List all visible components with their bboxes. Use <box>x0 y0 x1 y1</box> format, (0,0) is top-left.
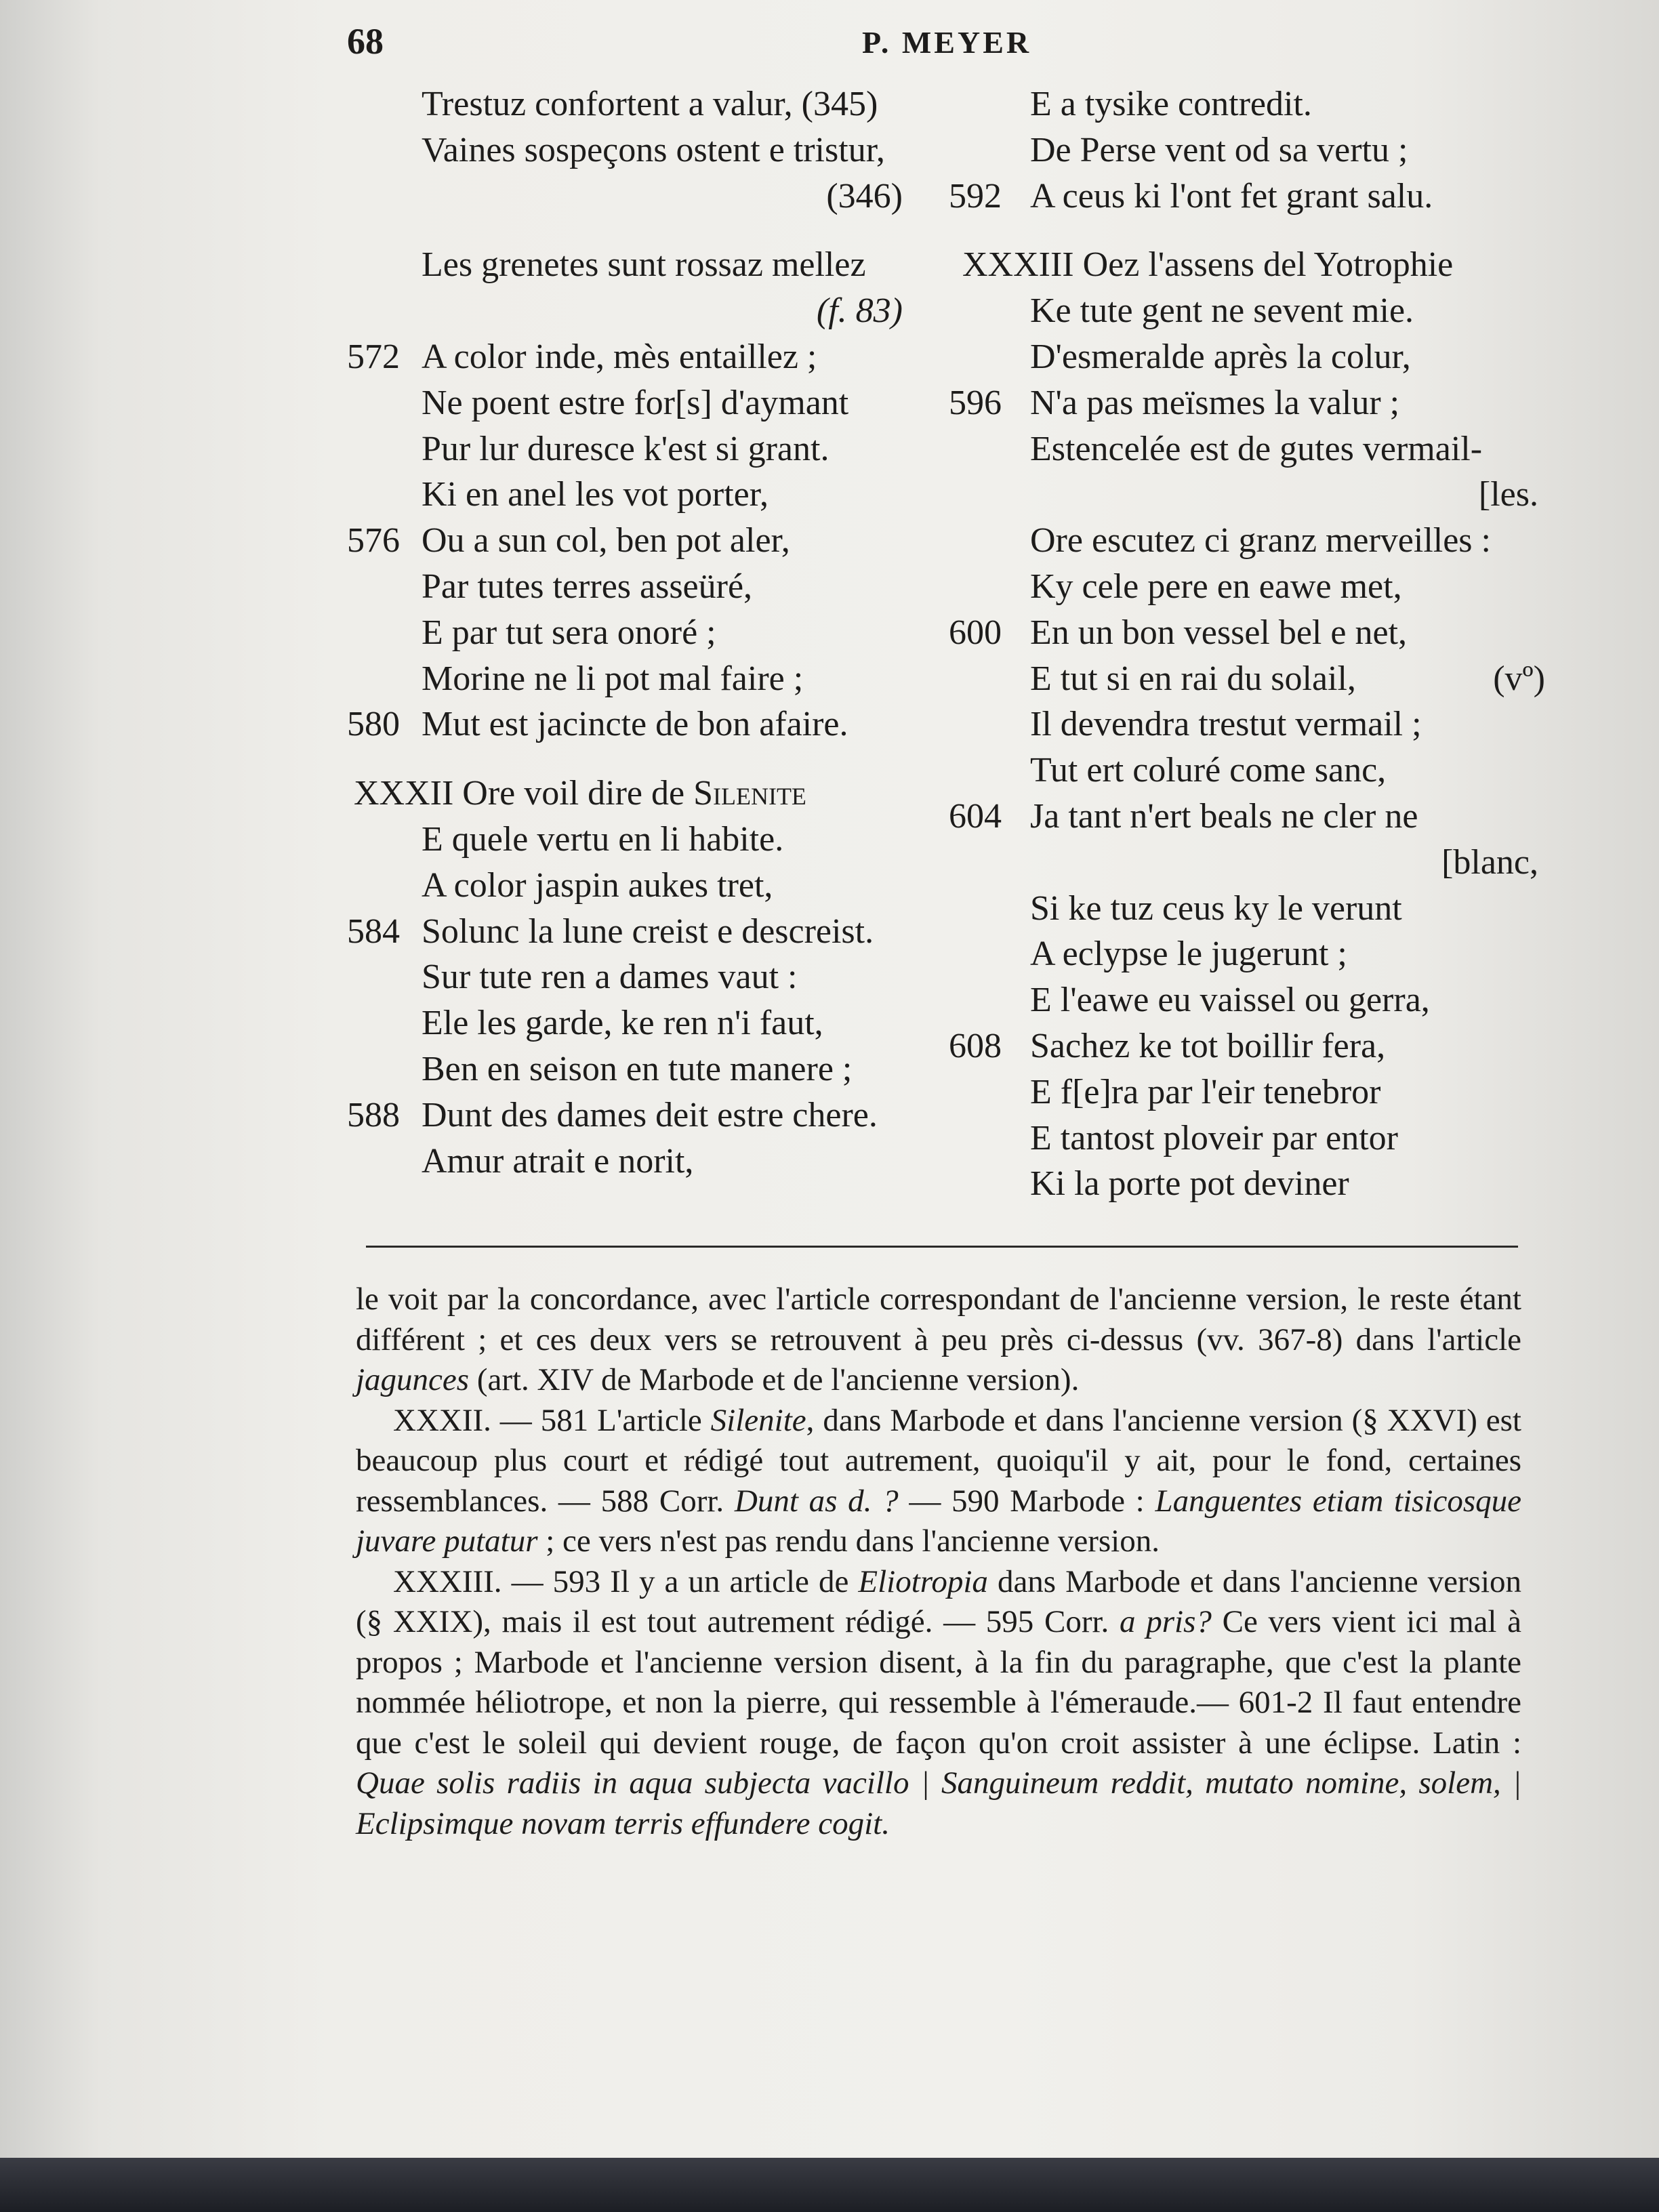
verse-line <box>949 1115 1559 1162</box>
verse-text-main: Dunt des dames deit estre chere. <box>422 1095 878 1134</box>
verse-line <box>347 426 943 472</box>
verse-text <box>1030 81 1312 127</box>
note-text: , dans Marbode et dans l'ancienne version (§ XXVI) est beaucoup plus court et rédigé tout autrement, quoiqu'il y ait, pour le fond, certaines ressemblances. — 588 Corr. <box>356 1402 1521 1519</box>
stanza-gap <box>949 219 1559 242</box>
verse-line <box>347 472 943 518</box>
verse-text-main: Ja tant n'ert beals ne cler ne <box>1030 796 1418 836</box>
verse-text <box>1030 426 1482 472</box>
verse-text-main: Ky cele pere en eawe met, <box>1030 567 1402 606</box>
verse-text-main: Amur atrait e norit, <box>422 1141 694 1181</box>
verse-text <box>422 1139 693 1185</box>
verse-line <box>949 564 1559 610</box>
verse-text-main: Mut est jacincte de bon afaire. <box>422 705 848 744</box>
verse-text <box>422 81 878 127</box>
note-text: le voit par la concordance, avec l'article correspondant de l'ancienne version, le reste étant différent ; et ces deux vers se retrouvent à peu près ci-dessus (vv. 367-8) dans l'article <box>356 1282 1521 1357</box>
verse-text <box>1030 747 1386 794</box>
line-number: 580 <box>347 705 400 744</box>
verse-text-main: D'esmeralde après la colur, <box>1030 337 1411 376</box>
verse-text <box>1030 931 1347 977</box>
note-text: — 590 Marbode : <box>898 1483 1155 1519</box>
verse-line <box>949 334 1559 380</box>
verse-line <box>949 173 1559 220</box>
line-number: 584 <box>347 912 400 951</box>
verse-text <box>422 334 817 380</box>
page-number: 68 <box>347 21 384 62</box>
verse-text-main: Ne poent estre for[s] d'aymant <box>422 383 849 422</box>
verse-text-main: Sachez ke tot boillir fera, <box>1030 1026 1386 1065</box>
verse-text-main: Ou a sun col, ben pot aler, <box>422 521 790 560</box>
verse-text-main: Par tutes terres asseüré, <box>422 567 753 606</box>
verse-text <box>1030 886 1402 932</box>
verse-text <box>1030 656 1356 702</box>
verse-column-left <box>347 81 943 1184</box>
verse-line <box>347 518 943 564</box>
line-number: 588 <box>347 1095 400 1134</box>
line-number: 600 <box>949 613 1002 652</box>
verse-text <box>1030 127 1408 173</box>
verse-text <box>1030 334 1411 380</box>
verse-text-main: En un bon vessel bel e net, <box>1030 613 1407 652</box>
verse-line <box>347 656 943 702</box>
verse-text <box>1030 380 1399 426</box>
verse-text <box>422 242 866 288</box>
verse-line <box>347 242 943 288</box>
verse-text-main: E l'eawe eu vaissel ou gerra, <box>1030 981 1430 1020</box>
verse-text <box>422 127 885 173</box>
verse-line <box>347 1000 943 1046</box>
verse-text-main: Solunc la lune creist e descreist. <box>422 912 874 951</box>
verse-text-main: E quele vertu en li habite. <box>422 819 784 859</box>
verse-line <box>949 472 1559 518</box>
verse-line <box>949 977 1559 1023</box>
verse-line <box>949 656 1559 702</box>
verse-line <box>949 127 1559 173</box>
verse-text <box>422 610 716 656</box>
verse-text <box>1030 288 1414 334</box>
verse-text <box>1030 701 1422 747</box>
note-paragraph <box>356 1562 1521 1845</box>
note-text: (art. XIV de Marbode et de l'ancienne version). <box>469 1362 1080 1397</box>
verse-text <box>422 909 874 955</box>
verse-text-main: Ele les garde, ke ren n'i faut, <box>422 1004 823 1043</box>
note-paragraph <box>356 1401 1521 1562</box>
verse-line <box>949 794 1559 840</box>
critical-notes <box>356 1279 1521 1844</box>
verse-text <box>422 863 773 909</box>
verse-text <box>422 1092 878 1139</box>
line-number: 592 <box>949 176 1002 216</box>
verse-text <box>1030 518 1491 564</box>
verse-text <box>962 242 1453 288</box>
verse-text <box>1030 173 1433 220</box>
verse-line <box>347 863 943 909</box>
verse-text-main: Si ke tuz ceus ky le verunt <box>1030 888 1402 928</box>
verse-text-main: Ki la porte pot deviner <box>1030 1164 1349 1204</box>
verse-text <box>1030 610 1407 656</box>
verse-text-main: Ke tute gent ne sevent mie. <box>1030 291 1414 331</box>
line-number: 608 <box>949 1026 1002 1065</box>
verse-text-main: Ki en anel les vot porter, <box>422 475 769 514</box>
verse-text-main: Ore escutez ci granz merveilles : <box>1030 521 1491 560</box>
page-header <box>0 20 1659 68</box>
italic-citation: Languentes etiam tisicosque juvare putatur <box>356 1483 1521 1559</box>
verse-text <box>422 1046 852 1092</box>
verse-text <box>1030 1023 1385 1069</box>
verse-column-right <box>949 81 1559 1207</box>
note-text: dans Marbode et dans l'ancienne version (§ XXIX), mais il est tout autrement rédigé. — 595 Corr. <box>356 1563 1522 1639</box>
verse-line <box>949 747 1559 794</box>
verse-text <box>422 518 790 564</box>
verse-line <box>347 954 943 1000</box>
verse-text-main: Pur lur duresce k'est si grant. <box>422 429 830 468</box>
verse-line <box>347 909 943 955</box>
verse-text-main: (346) <box>826 176 903 216</box>
verse-text-main: Ben en seison en tute manere ; <box>422 1049 853 1088</box>
verse-text <box>1441 840 1538 886</box>
verse-line <box>347 610 943 656</box>
verse-text-main: XXXII Ore voil dire de <box>354 774 694 813</box>
verse-line <box>949 380 1559 426</box>
verse-line <box>949 701 1559 747</box>
verse-line <box>949 518 1559 564</box>
verse-line <box>347 1139 943 1185</box>
note-text: XXXIII. — 593 Il y a un article de <box>393 1563 859 1599</box>
verse-text-main: E a tysike contredit. <box>1030 85 1312 123</box>
verse-text-main: A color inde, mès entaillez ; <box>422 337 817 376</box>
verse-line <box>949 288 1559 334</box>
verse-text-main: E par tut sera onoré ; <box>422 613 716 652</box>
screen-edge <box>0 2158 1659 2212</box>
verse-text <box>422 954 798 1000</box>
verse-text <box>422 656 803 702</box>
verse-line <box>347 564 943 610</box>
verse-text <box>422 380 848 426</box>
verse-line <box>347 1092 943 1139</box>
verse-text-main: Les grenetes sunt rossaz mellez <box>422 245 866 285</box>
verse-text-main: (f. 83) <box>816 291 903 331</box>
verse-text-main: E f[e]ra par l'eir tenebror <box>1030 1072 1381 1111</box>
verse-text-main: XXXIII Oez l'assens del Yotrophie <box>962 245 1454 285</box>
verse-text-main: Il devendra trestut vermail ; <box>1030 705 1422 744</box>
verse-text-main: [les. <box>1478 475 1538 514</box>
verse-line <box>347 380 943 426</box>
note-text: ; ce vers n'est pas rendu dans l'ancienne version. <box>537 1523 1160 1559</box>
italic-citation: Eliotropia <box>858 1563 988 1599</box>
line-number: 572 <box>347 337 400 376</box>
verse-text-main: Tut ert coluré come sanc, <box>1030 751 1387 790</box>
folio-note: (vº) <box>1493 659 1545 698</box>
verse-text-main: N'a pas meïsmes la valur ; <box>1030 383 1400 422</box>
verse-line <box>347 173 943 220</box>
verse-text <box>1030 794 1418 840</box>
line-number: 604 <box>949 796 1002 836</box>
verse-line <box>949 610 1559 656</box>
verse-line <box>949 886 1559 932</box>
verse-line <box>347 701 943 747</box>
italic-citation: a pris? <box>1120 1604 1212 1639</box>
verse-text <box>826 173 903 220</box>
note-paragraph <box>356 1279 1521 1401</box>
verse-text-main: Sur tute ren a dames vaut : <box>422 958 798 997</box>
verse-text-main: Estencelée est de gutes vermail- <box>1030 429 1483 468</box>
verse-line <box>949 81 1559 127</box>
verse-text <box>422 1000 823 1046</box>
verse-text <box>1479 472 1538 518</box>
verse-line <box>949 931 1559 977</box>
running-head: P. MEYER <box>862 25 1032 60</box>
italic-citation: Dunt as d. ? <box>734 1483 899 1519</box>
verse-line <box>347 817 943 863</box>
note-text: Ce vers vient ici mal à propos ; Marbode et l'ancienne version disent, à la fin du paragraphe, que c'est la plante nommée héliotrope, et non la pierre, qui ressemble à l'émeraude.— 601-2 Il faut entendre que c'est le soleil qui devient rouge, de façon qu'on croit assister à une éclipse. Latin : <box>356 1604 1521 1761</box>
verse-line <box>949 426 1559 472</box>
verse-text-main: E tut si en rai du solail, <box>1030 659 1356 698</box>
verse-text-main: A eclypse le jugerunt ; <box>1030 935 1347 974</box>
verse-text <box>422 426 829 472</box>
verse-text-main: A color jaspin aukes tret, <box>422 865 773 905</box>
verse-text <box>354 771 806 817</box>
verse-line <box>347 81 943 127</box>
verse-text <box>1030 1115 1398 1162</box>
verse-line <box>347 288 943 334</box>
verse-text <box>422 701 848 747</box>
line-number: 576 <box>347 521 400 560</box>
verse-line <box>949 840 1559 886</box>
stone-name: Silenite <box>693 774 806 813</box>
line-number: 596 <box>949 383 1002 422</box>
verse-line <box>347 127 943 173</box>
note-text: XXXII. — 581 L'article <box>393 1402 711 1438</box>
verse-text <box>1030 1161 1349 1207</box>
verse-text <box>422 472 769 518</box>
verse-text-main: Trestuz confortent a valur, (345) <box>422 85 878 123</box>
verse-line <box>347 1046 943 1092</box>
section-heading <box>949 242 1559 288</box>
stanza-gap <box>347 747 943 771</box>
verse-text <box>1030 977 1430 1023</box>
verse-text-main: Morine ne li pot mal faire ; <box>422 659 804 698</box>
verse-text <box>422 564 752 610</box>
verse-line <box>949 1069 1559 1115</box>
verse-text-main: De Perse vent od sa vertu ; <box>1030 130 1408 169</box>
verse-text-main: Vaines sospeçons ostent e tristur, <box>422 130 885 169</box>
verse-line <box>347 334 943 380</box>
verse-text <box>1030 1069 1381 1115</box>
verse-text-main: A ceus ki l'ont fet grant salu. <box>1030 176 1433 216</box>
footnote-rule <box>366 1246 1518 1248</box>
verse-line <box>949 1161 1559 1207</box>
verse-text-main: [blanc, <box>1441 842 1538 882</box>
verse-text <box>422 817 783 863</box>
stanza-gap <box>347 219 943 242</box>
verse-line <box>949 1023 1559 1069</box>
verse-text <box>817 288 903 334</box>
italic-citation: Silenite <box>710 1402 806 1438</box>
italic-citation: jagunces <box>356 1362 470 1397</box>
verse-text-main: E tantost ploveir par entor <box>1030 1118 1398 1158</box>
verse-text <box>1030 564 1402 610</box>
section-heading <box>347 771 943 817</box>
italic-citation: Quae solis radiis in aqua subjecta vacillo | Sanguineum reddit, mutato nomine, solem, | Eclipsimque novam terris effundere cogit. <box>356 1765 1521 1841</box>
